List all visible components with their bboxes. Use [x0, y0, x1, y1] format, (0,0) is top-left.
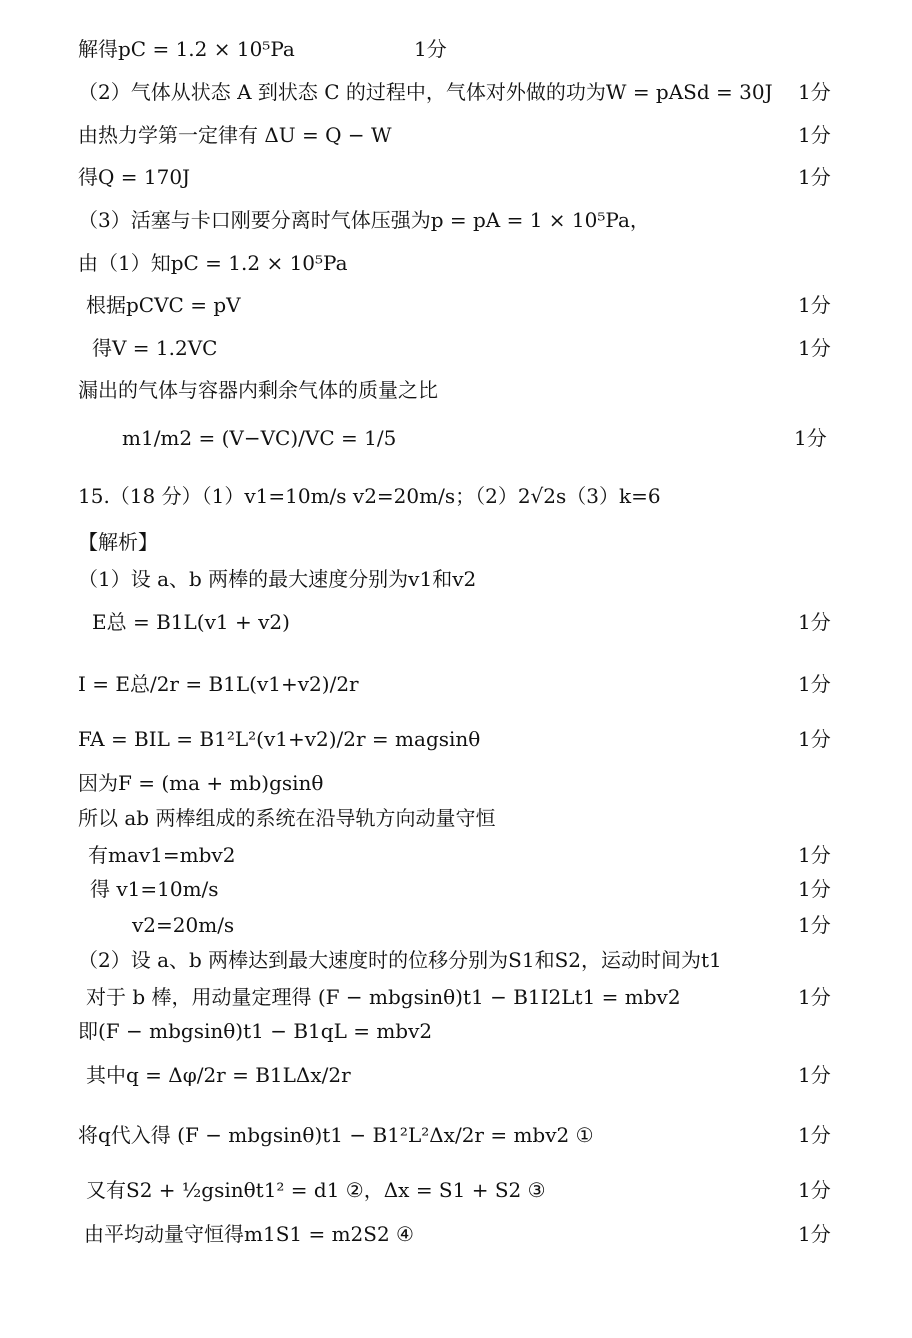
line-26 — [78, 1122, 838, 1148]
line-17-text: 因为F = (ma + mb)gsinθ — [78, 771, 324, 795]
score-8: 1分 — [798, 336, 831, 360]
line-4 — [78, 164, 838, 190]
line-25-text: 其中q = Δφ/2r = B1LΔx/2r — [86, 1063, 351, 1087]
line-5-text: （3）活塞与卡口刚要分离时气体压强为p = pA = 1 × 10⁵Pa， — [78, 208, 650, 232]
score-2: 1分 — [798, 80, 831, 104]
line-17 — [78, 770, 838, 796]
score-15: 1分 — [798, 672, 831, 696]
score-14: 1分 — [798, 610, 831, 634]
line-20 — [90, 876, 850, 902]
line-10-text: m1/m2 = (V−VC)/VC = 1/5 — [122, 426, 397, 450]
line-8 — [92, 335, 852, 361]
line-23 — [86, 984, 846, 1010]
line-9-text: 漏出的气体与容器内剩余气体的质量之比 — [78, 378, 438, 402]
line-7 — [86, 292, 846, 318]
line-28 — [84, 1221, 844, 1247]
line-24 — [78, 1018, 838, 1044]
line-13 — [78, 566, 838, 592]
line-18 — [78, 805, 838, 831]
score-26: 1分 — [798, 1123, 831, 1147]
line-16-text: FA = BIL = B1²L²(v1+v2)/2r = magsinθ — [78, 727, 481, 751]
line-25 — [86, 1062, 846, 1088]
score-19: 1分 — [798, 843, 831, 867]
line-28-text: 由平均动量守恒得m1S1 = m2S2 ④ — [84, 1222, 414, 1246]
line-2-text: （2）气体从状态 A 到状态 C 的过程中，气体对外做的功为W = pASd = 30J — [78, 80, 773, 104]
score-25: 1分 — [798, 1063, 831, 1087]
line-13-text: （1）设 a、b 两棒的最大速度分别为v1和v2 — [78, 567, 477, 591]
line-19-text: 有mav1=mbv2 — [88, 843, 236, 867]
line-18-text: 所以 ab 两棒组成的系统在沿导轨方向动量守恒 — [78, 806, 496, 830]
score-23: 1分 — [798, 985, 831, 1009]
line-24-text: 即(F − mbgsinθ)t1 − B1qL = mbv2 — [78, 1019, 433, 1043]
line-21 — [132, 912, 892, 938]
line-9 — [78, 377, 838, 403]
line-26-text: 将q代入得 (F − mbgsinθ)t1 − B1²L²Δx/2r = mbv2 ① — [78, 1123, 594, 1147]
line-16 — [78, 726, 838, 752]
line-15 — [78, 671, 838, 697]
score-4: 1分 — [798, 165, 831, 189]
score-10: 1分 — [794, 426, 827, 450]
line-7-text: 根据pCVC = pV — [86, 293, 241, 317]
line-8-text: 得V = 1.2VC — [92, 336, 218, 360]
line-1 — [78, 36, 838, 62]
score-16: 1分 — [798, 727, 831, 751]
line-27 — [86, 1177, 846, 1203]
line-12-text: 【解析】 — [78, 530, 158, 554]
score-20: 1分 — [798, 877, 831, 901]
line-20-text: 得 v1=10m/s — [90, 877, 219, 901]
line-6-text: 由（1）知pC = 1.2 × 10⁵Pa — [78, 251, 348, 275]
line-21-text: v2=20m/s — [132, 913, 235, 937]
line-22-text: （2）设 a、b 两棒达到最大速度时的位移分别为S1和S2，运动时间为t1 — [78, 948, 722, 972]
line-19 — [88, 842, 848, 868]
line-14 — [92, 609, 852, 635]
line-4-text: 得Q = 170J — [78, 165, 191, 189]
score-1: 1分 — [414, 37, 447, 61]
line-27-text: 又有S2 + ½gsinθt1² = d1 ②，Δx = S1 + S2 ③ — [86, 1178, 546, 1202]
line-14-text: E总 = B1L(v1 + v2) — [92, 610, 290, 634]
score-21: 1分 — [798, 913, 831, 937]
score-3: 1分 — [798, 123, 831, 147]
line-11 — [78, 483, 838, 509]
score-27: 1分 — [798, 1178, 831, 1202]
line-3 — [78, 122, 838, 148]
line-1-text: 解得pC = 1.2 × 10⁵Pa — [78, 37, 295, 61]
line-5 — [78, 207, 838, 233]
line-11-text: 15.（18 分）（1）v1=10m/s v2=20m/s；（2）2√2s（3）k=6 — [78, 484, 661, 508]
line-6 — [78, 250, 838, 276]
line-10 — [122, 425, 882, 451]
line-3-text: 由热力学第一定律有 ΔU = Q − W — [78, 123, 392, 147]
line-12 — [78, 529, 838, 555]
line-15-text: I = E总/2r = B1L(v1+v2)/2r — [78, 672, 359, 696]
line-23-text: 对于 b 棒，用动量定理得 (F − mbgsinθ)t1 − B1I2Lt1 = mbv2 — [86, 985, 681, 1009]
score-28: 1分 — [798, 1222, 831, 1246]
line-2 — [78, 79, 838, 105]
score-7: 1分 — [798, 293, 831, 317]
line-22 — [78, 947, 838, 973]
